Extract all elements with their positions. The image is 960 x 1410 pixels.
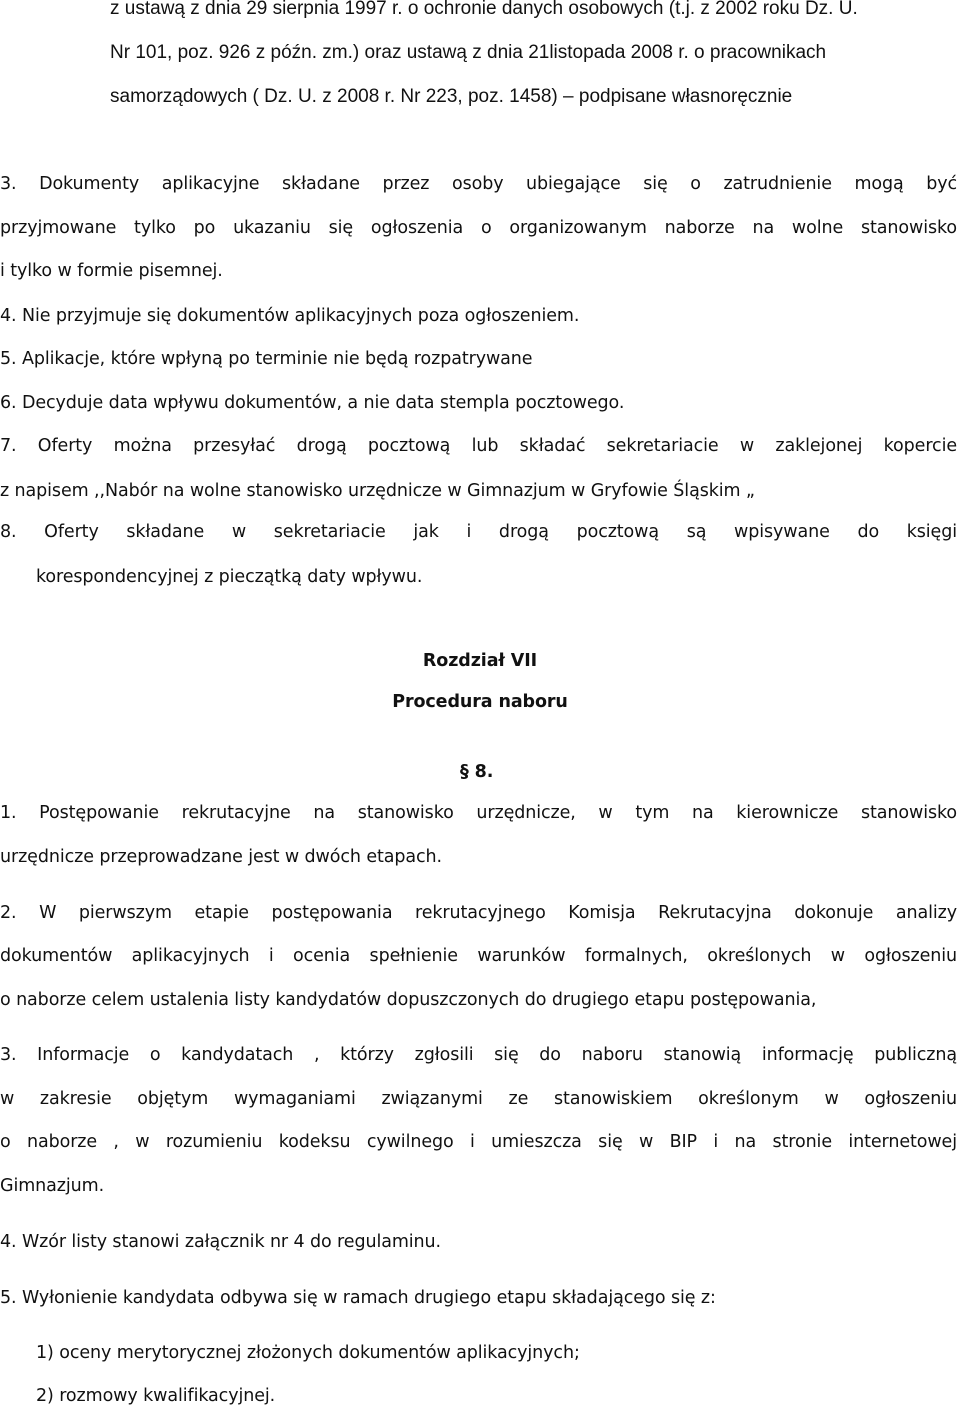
chapter-title: Rozdział VII <box>422 651 538 671</box>
intro-line-3: samorządowych ( Dz. U. z 2008 r. Nr 223, poz. 1458) – podpisane własnoręcznie <box>110 86 793 107</box>
intro-line-2: Nr 101, poz. 926 z późn. zm.) oraz ustawą z dnia 21listopada 2008 r. o pracownikach <box>110 42 827 63</box>
s5-item-1: 1) oceny merytorycznej złożonych dokumentów aplikacyjnych; <box>36 1343 580 1363</box>
s2-line-2: dokumentów aplikacyjnych i ocenia spełnienie warunków formalnych, określonych w ogłoszeniu <box>0 946 957 966</box>
p3-line-3: i tylko w formie pisemnej. <box>0 261 223 281</box>
p7-line-1: 7. Oferty można przesyłać drogą pocztową lub składać sekretariacie w zaklejonej kopercie <box>0 436 957 456</box>
p3-line-2: przyjmowane tylko po ukazaniu się ogłoszenia o organizowanym naborze na wolne stanowisko <box>0 218 957 238</box>
s1-line-2: urzędnicze przeprowadzane jest w dwóch etapach. <box>0 847 443 867</box>
s5-item-2: 2) rozmowy kwalifikacyjnej. <box>36 1386 276 1406</box>
s1-line-1: 1. Postępowanie rekrutacyjne na stanowisko urzędnicze, w tym na kierownicze stanowisko <box>0 803 957 823</box>
s2-line-3: o naborze celem ustalenia listy kandydatów dopuszczonych do drugiego etapu postępowania, <box>0 990 817 1010</box>
p7-line-2: z napisem ,,Nabór na wolne stanowisko urzędnicze w Gimnazjum w Gryfowie Śląskim „ <box>0 481 755 501</box>
s2-line-1: 2. W pierwszym etapie postępowania rekrutacyjnego Komisja Rekrutacyjna dokonuje analizy <box>0 903 957 923</box>
section-mark: § 8. <box>460 762 494 782</box>
p3-line-1: 3. Dokumenty aplikacyjne składane przez osoby ubiegające się o zatrudnienie mogą być <box>0 174 957 194</box>
intro-line-1: z ustawą z dnia 29 sierpnia 1997 r. o ochronie danych osobowych (t.j. z 2002 roku Dz. U. <box>110 0 858 19</box>
p8-line-2: korespondencyjnej z pieczątką daty wpływu. <box>36 567 423 587</box>
s3-line-4: Gimnazjum. <box>0 1176 105 1196</box>
p5-text: 5. Aplikacje, które wpłyną po terminie nie będą rozpatrywane <box>0 349 533 369</box>
s5-text: 5. Wyłonienie kandydata odbywa się w ramach drugiego etapu składającego się z: <box>0 1288 716 1308</box>
p8-line-1: 8. Oferty składane w sekretariacie jak i drogą pocztową są wpisywane do księgi <box>0 522 957 542</box>
s3-line-1: 3. Informacje o kandydatach , którzy zgłosili się do naboru stanowią informację publiczną <box>0 1045 957 1065</box>
s4-text: 4. Wzór listy stanowi załącznik nr 4 do regulaminu. <box>0 1232 441 1252</box>
s3-line-3: o naborze , w rozumieniu kodeksu cywilnego i umieszcza się w BIP i na stronie internetowej <box>0 1132 957 1152</box>
p4-text: 4. Nie przyjmuje się dokumentów aplikacyjnych poza ogłoszeniem. <box>0 306 580 326</box>
s3-line-2: w zakresie objętym wymaganiami związanymi ze stanowiskiem określonym w ogłoszeniu <box>0 1089 957 1109</box>
p6-text: 6. Decyduje data wpływu dokumentów, a nie data stempla pocztowego. <box>0 393 625 413</box>
chapter-subtitle: Procedura naboru <box>392 692 568 712</box>
